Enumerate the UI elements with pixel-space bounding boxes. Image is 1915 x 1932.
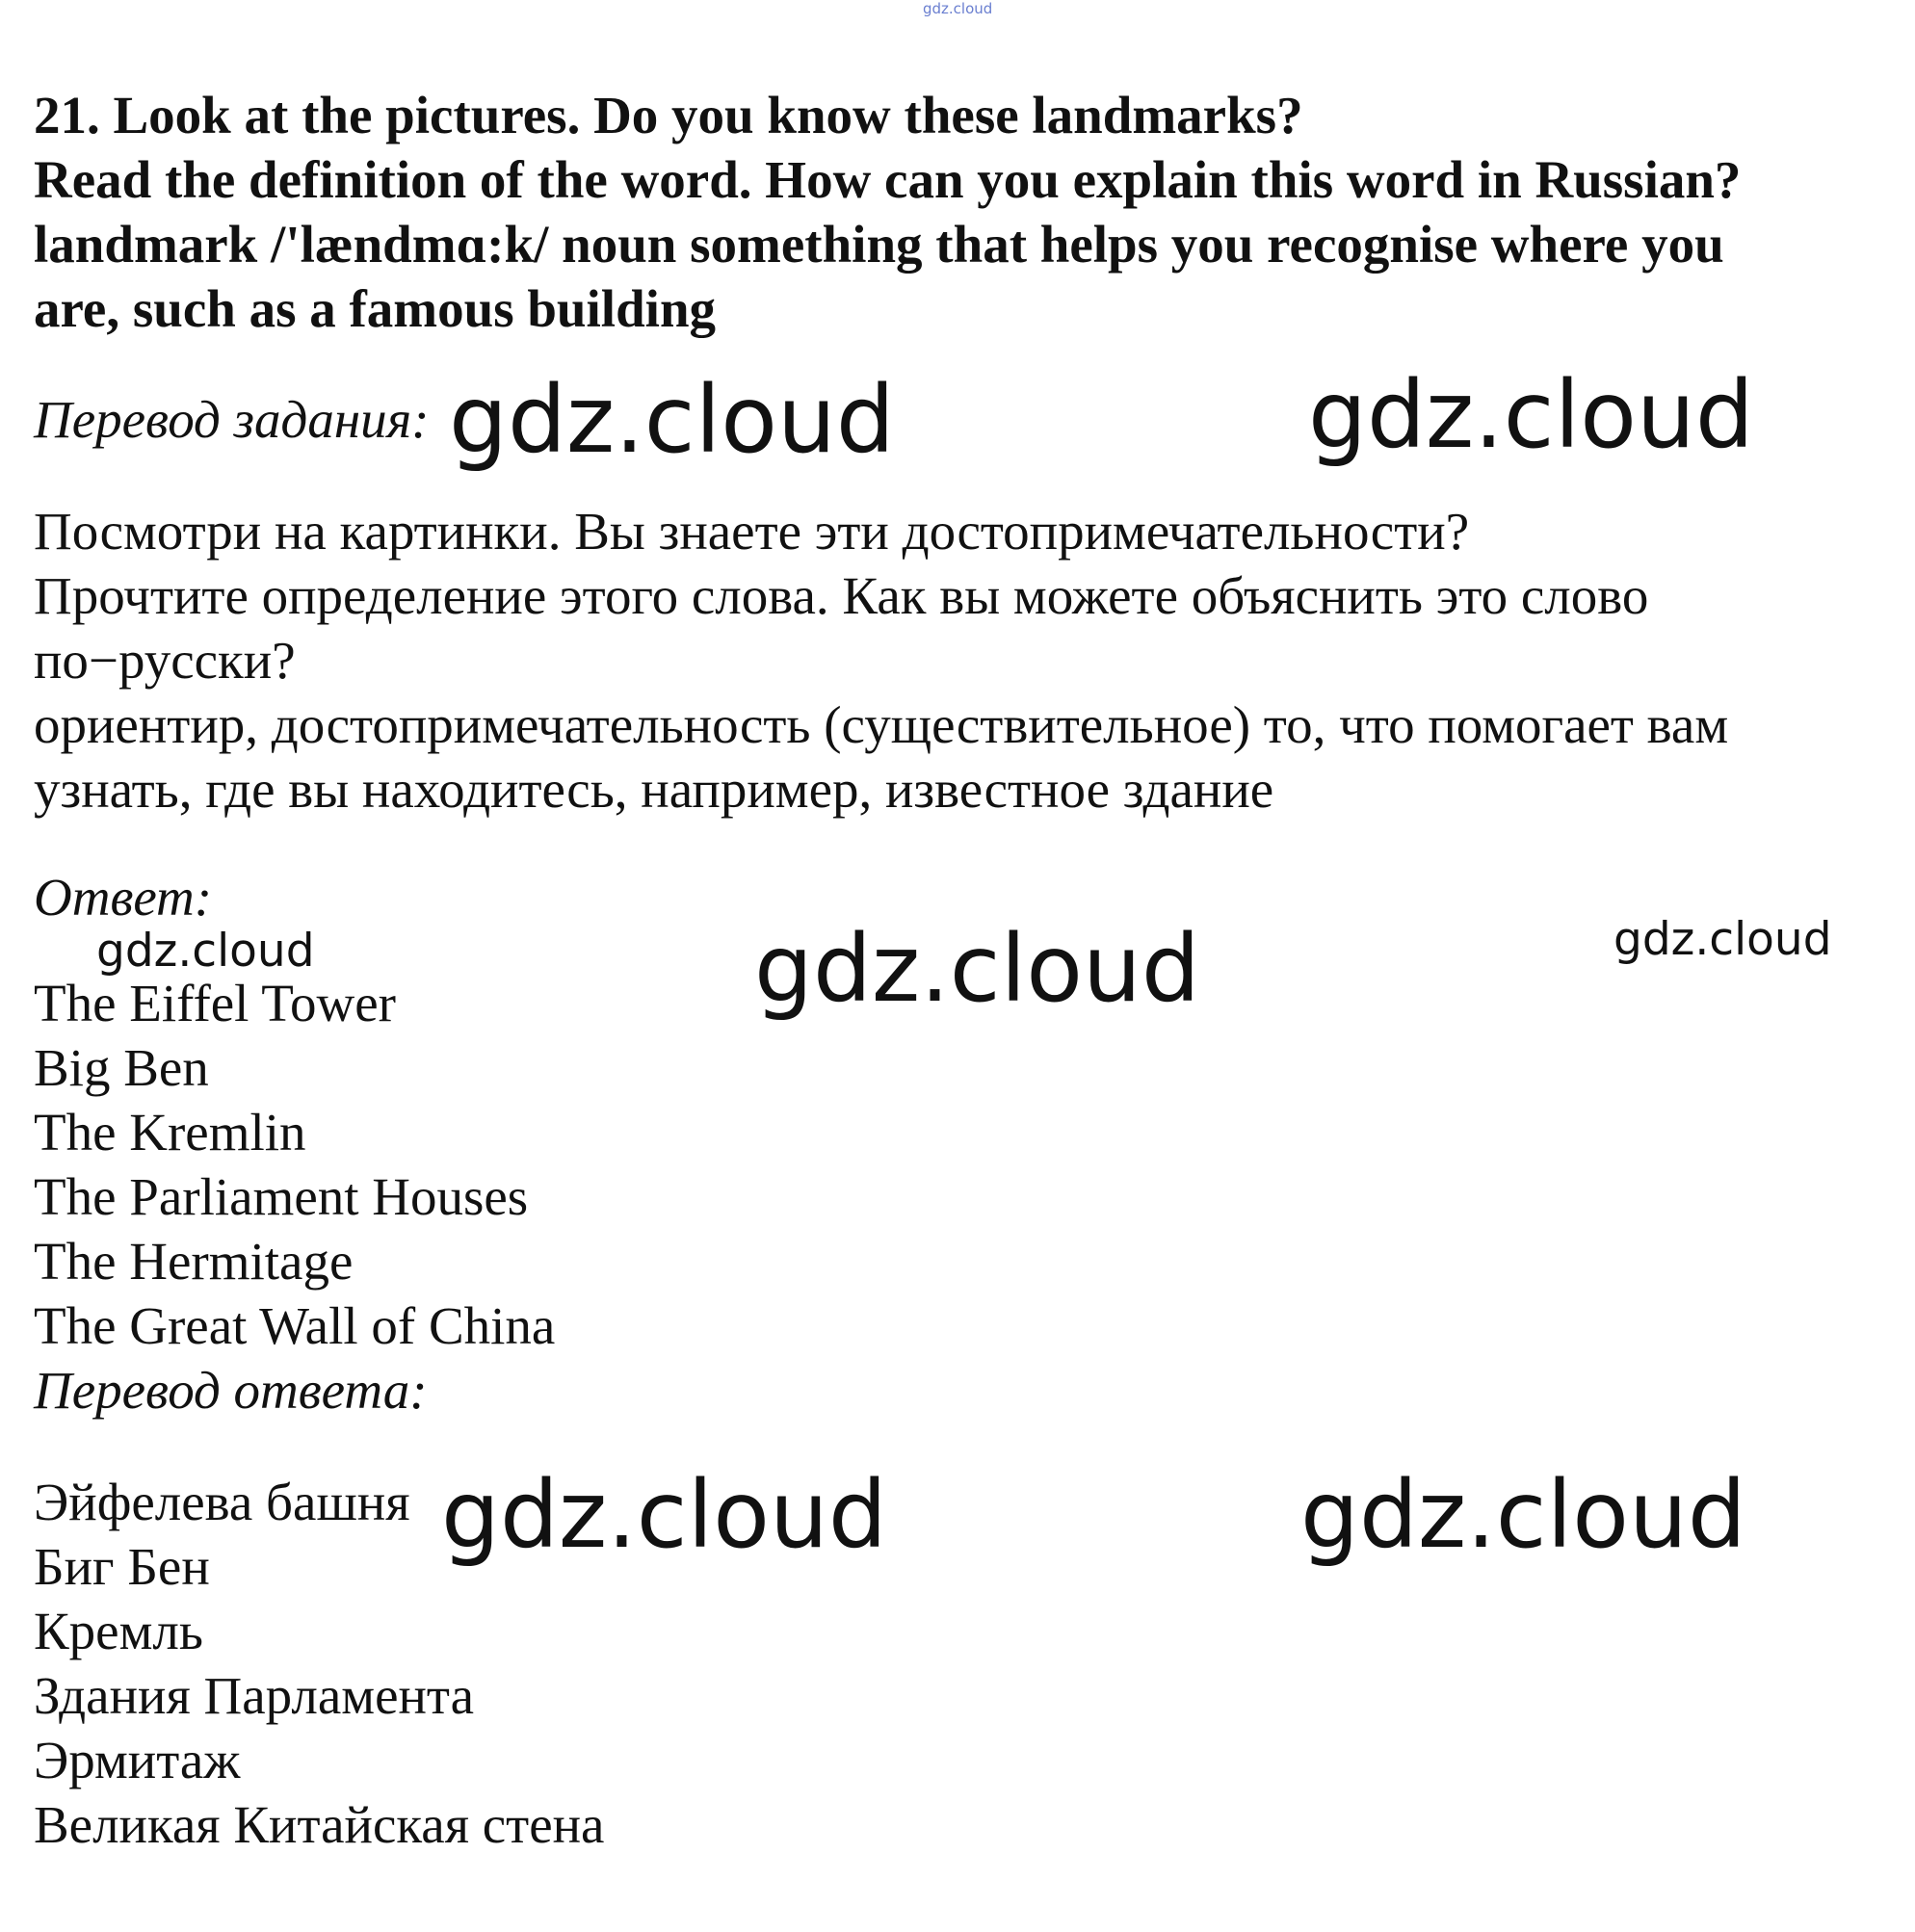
task-line-3: landmark /'lændmɑ:k/ noun something that helps you recognise where you — [34, 215, 1724, 274]
answer-translation-item: Великая Китайская стена — [34, 1795, 605, 1854]
answer-item: The Parliament Houses — [34, 1167, 529, 1226]
watermark: gdz.cloud — [754, 915, 1200, 1023]
translation-line-1: Посмотри на картинки. Вы знаете эти достопримечательности? — [34, 502, 1470, 561]
answer-item: The Eiffel Tower — [34, 974, 396, 1032]
answer-translation-item: Эйфелева башня — [34, 1473, 410, 1531]
watermark: gdz.cloud — [441, 1461, 887, 1569]
answer-translation-item: Эрмитаж — [34, 1731, 241, 1789]
task-line-4: are, such as a famous building — [34, 279, 717, 338]
answer-item: The Great Wall of China — [34, 1296, 556, 1355]
answer-heading: Ответ: — [34, 868, 213, 927]
top-watermark: gdz.cloud — [923, 0, 993, 17]
translation-heading: Перевод задания: — [34, 390, 430, 449]
translation-line-2: Прочтите определение этого слова. Как вы можете объяснить это слово — [34, 566, 1649, 625]
answer-item: The Kremlin — [34, 1103, 306, 1162]
watermark: gdz.cloud — [1300, 1461, 1746, 1569]
translation-line-4: ориентир, достопримечательность (существительное) то, что помогает вам — [34, 695, 1729, 754]
task-line-1: 21. Look at the pictures. Do you know these landmarks? — [34, 86, 1303, 144]
answer-translation-item: Здания Парламента — [34, 1666, 475, 1725]
answer-translation-heading: Перевод ответа: — [34, 1361, 428, 1420]
watermark: gdz.cloud — [1308, 361, 1754, 469]
watermark: gdz.cloud — [1613, 913, 1832, 966]
answer-item: Big Ben — [34, 1038, 209, 1097]
answer-item: The Hermitage — [34, 1232, 354, 1291]
translation-line-5: узнать, где вы находитесь, например, известное здание — [34, 760, 1274, 819]
watermark: gdz.cloud — [96, 925, 315, 978]
answer-translation-item: Биг Бен — [34, 1537, 210, 1596]
watermark: gdz.cloud — [449, 366, 895, 474]
task-line-2: Read the definition of the word. How can you explain this word in Russian? — [34, 150, 1742, 209]
translation-line-3: по−русски? — [34, 631, 296, 690]
answer-translation-item: Кремль — [34, 1602, 203, 1660]
